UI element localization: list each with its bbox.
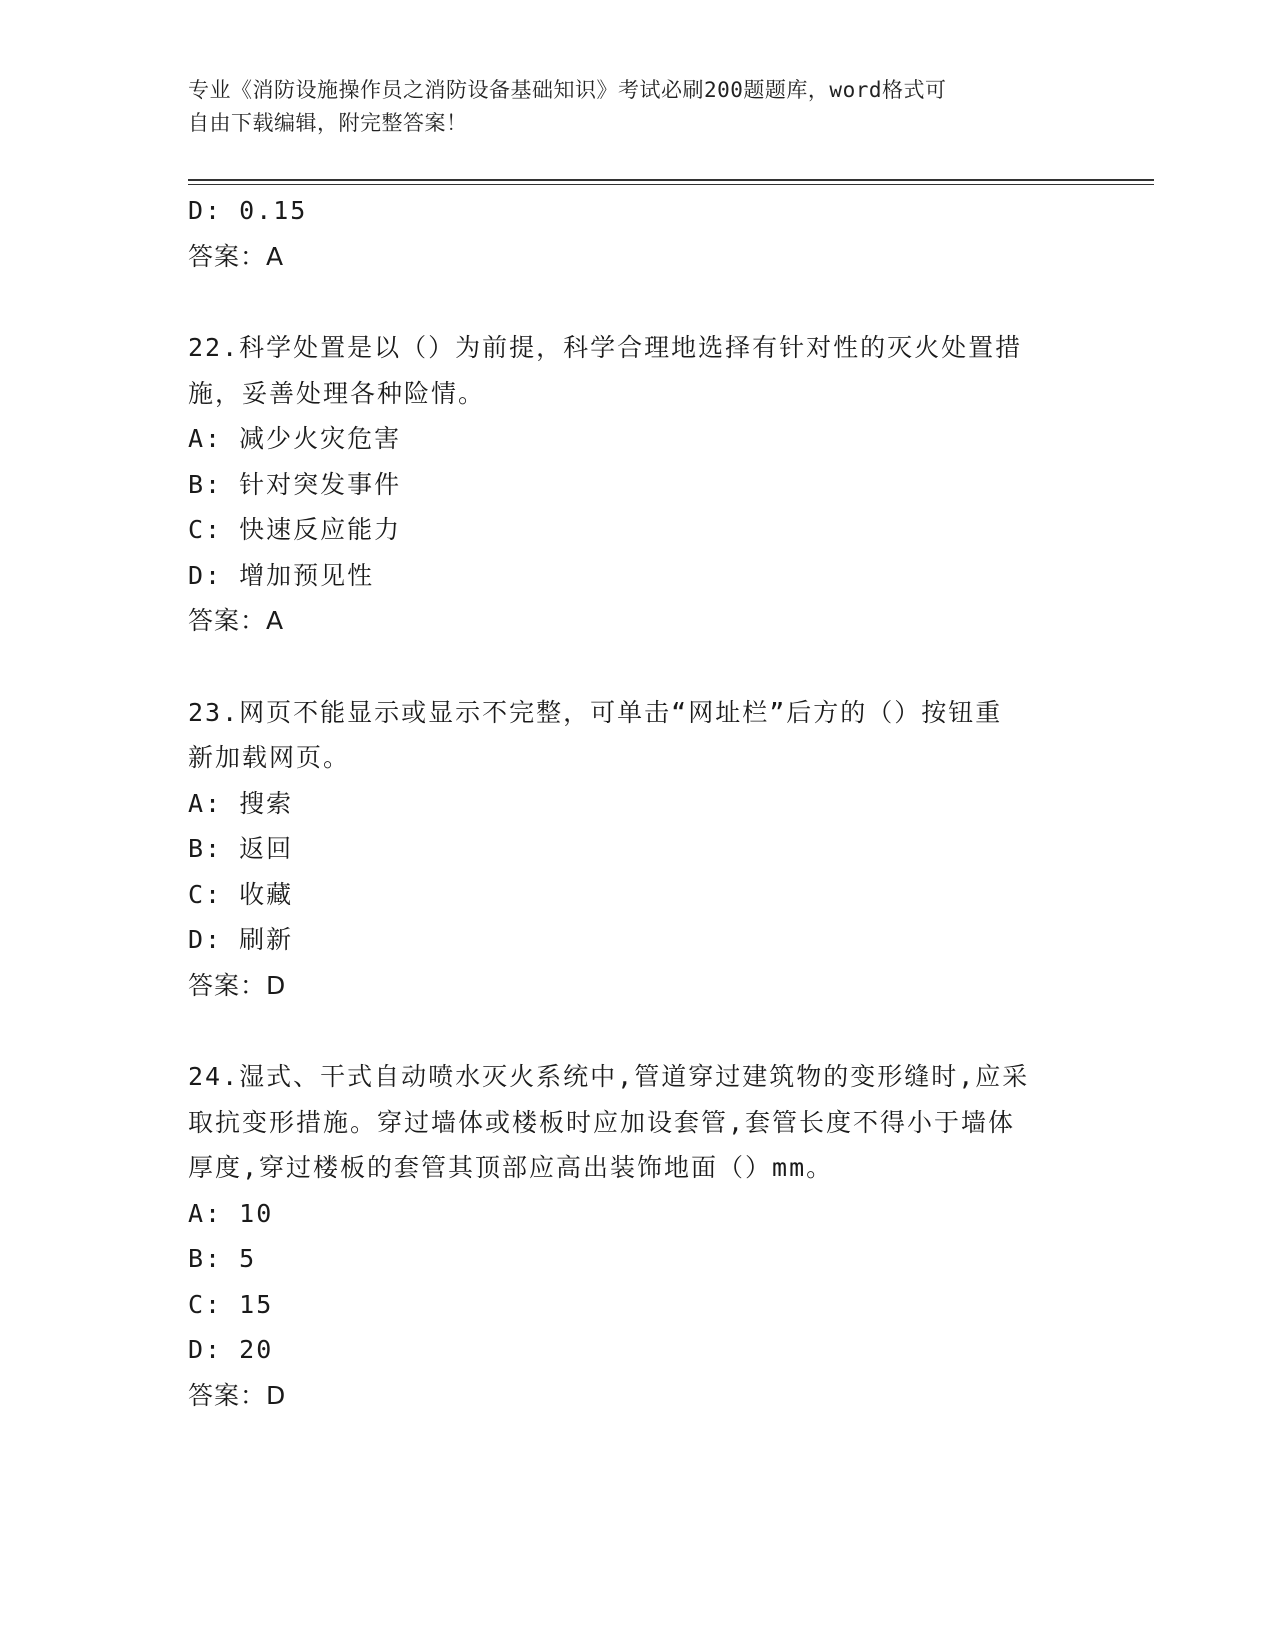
answer: 答案：D bbox=[188, 970, 287, 1000]
question-24 bbox=[188, 1054, 1088, 1418]
question-content bbox=[188, 188, 1088, 1418]
option-b: B: 5 bbox=[188, 1244, 257, 1273]
option-c: C: 收藏 bbox=[188, 879, 294, 909]
prev-option-d: D: 0.15 bbox=[188, 196, 308, 225]
prev-answer: 答案：A bbox=[188, 241, 285, 271]
header-rule-thick bbox=[188, 179, 1154, 181]
question-stem-line: 23.网页不能显示或显示不完整，可单击“网址栏”后方的（）按钮重 bbox=[188, 697, 1003, 727]
question-stem-line: 取抗变形措施。穿过墙体或楼板时应加设套管,套管长度不得小于墙体 bbox=[188, 1107, 1016, 1137]
option-b: B: 返回 bbox=[188, 834, 294, 863]
answer: 答案：A bbox=[188, 606, 285, 635]
option-d: D: 增加预见性 bbox=[188, 560, 375, 590]
header-line-1: 专业《消防设施操作员之消防设备基础知识》考试必刷200题题库，word格式可 bbox=[188, 78, 947, 102]
option-c: C: 快速反应能力 bbox=[188, 515, 402, 544]
page-header bbox=[188, 74, 1068, 140]
question-23 bbox=[188, 690, 1088, 1009]
option-d: D: 20 bbox=[188, 1335, 274, 1364]
option-a: A: 搜索 bbox=[188, 788, 294, 818]
question-stem-line: 22.科学处置是以（）为前提，科学合理地选择有针对性的灭火处置措 bbox=[188, 333, 1023, 362]
question-22 bbox=[188, 325, 1088, 644]
option-d: D: 刷新 bbox=[188, 925, 294, 954]
question-stem-line: 新加载网页。 bbox=[188, 743, 351, 772]
option-c: C: 15 bbox=[188, 1289, 274, 1319]
question-stem-line: 施，妥善处理各种险情。 bbox=[188, 378, 486, 408]
header-rule-thin bbox=[188, 184, 1154, 185]
option-b: B: 针对突发事件 bbox=[188, 469, 402, 499]
option-a: A: 10 bbox=[188, 1198, 274, 1228]
question-stem-line: 24.湿式、干式自动喷水灭火系统中,管道穿过建筑物的变形缝时,应采 bbox=[188, 1062, 1030, 1091]
header-line-2: 自由下载编辑，附完整答案！ bbox=[188, 111, 468, 135]
answer: 答案：D bbox=[188, 1380, 287, 1410]
option-a: A: 减少火灾危害 bbox=[188, 424, 402, 453]
question-stem-line: 厚度,穿过楼板的套管其顶部应高出装饰地面（）mm。 bbox=[188, 1153, 834, 1182]
